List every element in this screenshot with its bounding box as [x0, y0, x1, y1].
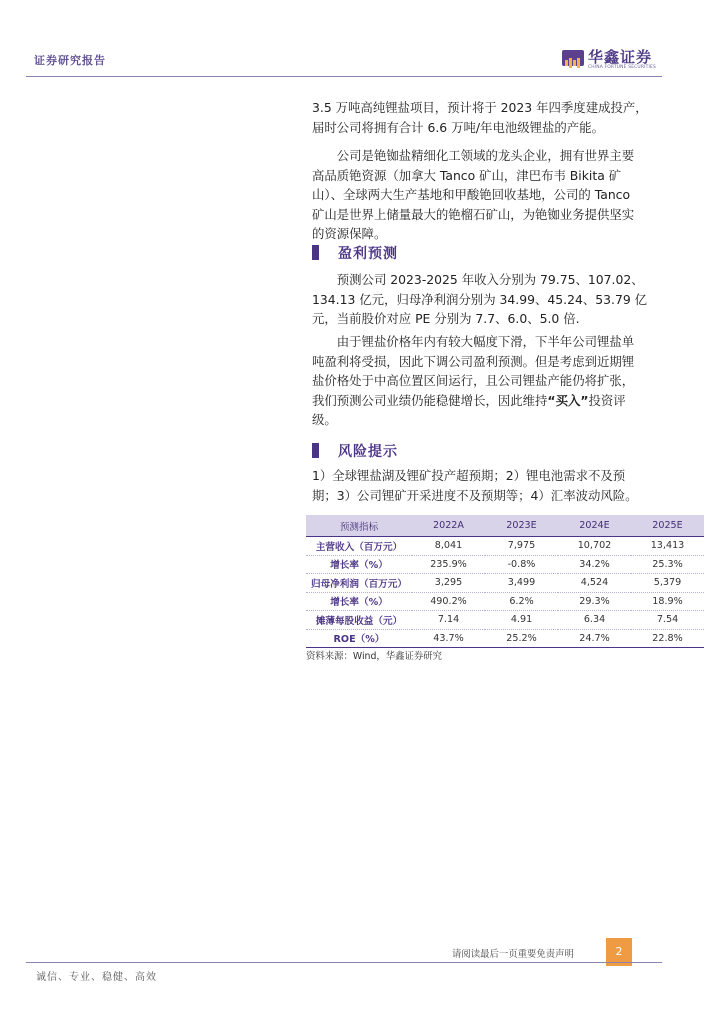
row-label: 增长率（%） — [306, 555, 412, 574]
table-cell: 235.9% — [412, 555, 485, 574]
logo-mark-icon — [562, 50, 584, 66]
section-title: 盈利预测 — [338, 246, 398, 262]
table-cell: 25.3% — [631, 555, 704, 574]
table-cell: 22.8% — [631, 629, 704, 648]
row-label: 摊薄每股收益（元） — [306, 611, 412, 630]
table-cell: 10,702 — [558, 537, 631, 556]
table-cell: 8,041 — [412, 537, 485, 556]
table-row — [306, 611, 704, 630]
table-cell: 13,413 — [631, 537, 704, 556]
logo-name: 华鑫证券 — [588, 48, 653, 66]
footer-divider — [26, 962, 662, 963]
table-header-cell: 2025E — [631, 515, 704, 537]
table-cell: 5,379 — [631, 574, 704, 593]
table-cell: 4.91 — [485, 611, 558, 630]
table-row — [306, 555, 704, 574]
rating-text-after: 投资评 级。 — [312, 392, 626, 428]
section-marker-icon — [312, 245, 319, 260]
table-header-cell: 预测指标 — [306, 515, 412, 537]
table-cell: 6.34 — [558, 611, 631, 630]
table-row — [306, 629, 704, 648]
rating-text-before: 由于锂盐价格年内有较大幅度下滑，下半年公司锂盐单 吨盈利将受损，因此下调公司盈利预测。但是考虑到近期锂 盐价格处于中高位置区间运行，且公司锂盐产能仍将扩张， 我们预测公司业绩仍能稳健增长，因此维持 — [312, 334, 635, 408]
table-header-cell: 2022A — [412, 515, 485, 537]
forecast-table — [306, 515, 704, 648]
table-cell: 6.2% — [485, 592, 558, 611]
table-cell: 3,499 — [485, 574, 558, 593]
row-label: 归母净利润（百万元） — [306, 574, 412, 593]
disclaimer-link: 请阅读最后一页重要免责声明 — [452, 949, 574, 960]
table-header-cell: 2024E — [558, 515, 631, 537]
company-logo — [562, 46, 662, 74]
paragraph-lithium-capacity: 3.5 万吨高纯锂盐项目，预计将于 2023 年四季度建成投产， 届时公司将拥有合计 6.6 万吨/年电池级锂盐的产能。 — [312, 100, 648, 135]
rating-buy-label: “买入” — [547, 392, 589, 408]
section-title: 风险提示 — [338, 444, 398, 460]
report-type-label: 证券研究报告 — [34, 54, 106, 67]
table-source-note: 资料来源：Wind，华鑫证券研究 — [306, 651, 443, 662]
table-row — [306, 592, 704, 611]
table-cell: 3,295 — [412, 574, 485, 593]
table-cell: 490.2% — [412, 592, 485, 611]
table-cell: 43.7% — [412, 629, 485, 648]
table-row — [306, 537, 704, 556]
table-cell: 7.14 — [412, 611, 485, 630]
page-number-badge: 2 — [606, 938, 632, 966]
table-row — [306, 574, 704, 593]
logo-subtitle: CHINA FORTUNE SECURITIES — [588, 65, 656, 70]
paragraph-rating — [312, 332, 702, 430]
row-label: 增长率（%） — [306, 592, 412, 611]
table-header-cell: 2023E — [485, 515, 558, 537]
row-label: ROE（%） — [306, 629, 412, 648]
table-header-row — [306, 515, 704, 537]
header-divider — [26, 76, 662, 77]
row-label: 主营收入（百万元） — [306, 537, 412, 556]
table-cell: 7,975 — [485, 537, 558, 556]
footer-slogan: 诚信、专业、稳健、高效 — [36, 972, 157, 983]
paragraph-forecast: 预测公司 2023-2025 年收入分别为 79.75、107.02、 134.13 亿元，归母净利润分别为 34.99、45.24、53.79 亿 元，当前股价对应 PE 分别为 7.7、6.0、5.0 倍. — [312, 272, 648, 327]
table-cell: 7.54 — [631, 611, 704, 630]
table-cell: 34.2% — [558, 555, 631, 574]
table-cell: 18.9% — [631, 592, 704, 611]
section-marker-icon — [312, 443, 319, 458]
table-cell: -0.8% — [485, 555, 558, 574]
paragraph-risks: 1）全球锂盐湖及锂矿投产超预期；2）锂电池需求不及预 期；3）公司锂矿开采进度不及预期等；4）汇率波动风险。 — [312, 468, 638, 503]
table-cell: 25.2% — [485, 629, 558, 648]
table-cell: 4,524 — [558, 574, 631, 593]
paragraph-cesium-business: 公司是铯铷盐精细化工领域的龙头企业，拥有世界主要 高品质铯资源（加拿大 Tanco 矿山，津巴布韦 Bikita 矿 山）、全球两大生产基地和甲酸铯回收基地，公司的 Tanco 矿山是世界上储量最大的铯榴石矿山，为铯铷业务提供坚实 的资源保障。 — [312, 148, 635, 242]
table-cell: 29.3% — [558, 592, 631, 611]
table-cell: 24.7% — [558, 629, 631, 648]
